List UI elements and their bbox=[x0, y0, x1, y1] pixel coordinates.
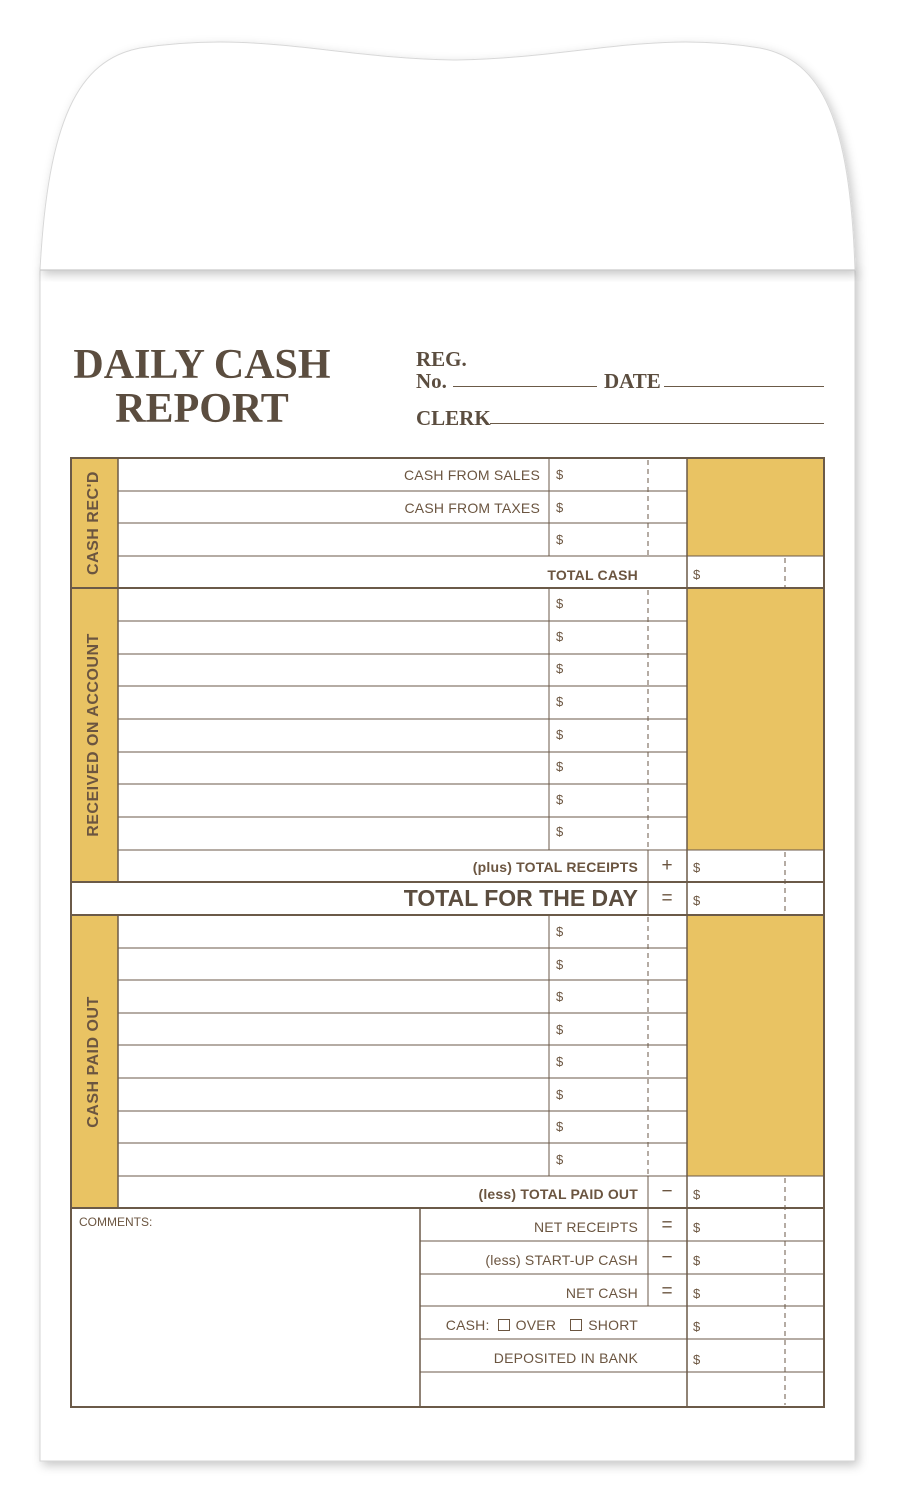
startup-cash-label: (less) START-UP CASH bbox=[485, 1252, 638, 1268]
entry-dollar-sign: $ bbox=[556, 1087, 564, 1102]
entry-dollar-sign: $ bbox=[556, 924, 564, 939]
over-short-dollar: $ bbox=[693, 1319, 701, 1334]
paid-out-gold bbox=[687, 915, 824, 1176]
net-cash-op: = bbox=[661, 1281, 673, 1302]
entry-dollar-sign: $ bbox=[556, 792, 564, 807]
cash-label: CASH: bbox=[445, 1317, 490, 1333]
entry-dollar-sign: $ bbox=[556, 759, 564, 774]
entry-dollar-sign: $ bbox=[556, 1119, 564, 1134]
entry-dollar-sign: $ bbox=[556, 727, 564, 742]
entry-dollar-sign: $ bbox=[556, 694, 564, 709]
comments-field[interactable] bbox=[73, 1230, 418, 1405]
entry-dollar-sign: $ bbox=[556, 532, 564, 547]
total-paid-out-op: − bbox=[661, 1181, 673, 1202]
entry-dollar-sign: $ bbox=[556, 661, 564, 676]
total-receipts-dollar: $ bbox=[693, 860, 701, 875]
report-title-line2: REPORT bbox=[115, 386, 289, 432]
entry-dollar-sign: $ bbox=[556, 1022, 564, 1037]
cash-paid-out-label: CASH PAID OUT bbox=[85, 996, 102, 1128]
received-gold bbox=[687, 588, 824, 850]
cash-recd-gold bbox=[687, 458, 824, 556]
entry-dollar-sign: $ bbox=[556, 957, 564, 972]
net-receipts-dollar: $ bbox=[693, 1220, 701, 1235]
total-for-day-dollar: $ bbox=[693, 893, 701, 908]
reg-label: REG. bbox=[416, 347, 467, 371]
net-receipts-op: = bbox=[661, 1215, 673, 1236]
received-on-account-label: RECEIVED ON ACCOUNT bbox=[85, 633, 102, 837]
cash-from-taxes-label: CASH FROM TAXES bbox=[404, 500, 540, 516]
net-cash-label: NET CASH bbox=[565, 1285, 638, 1301]
total-receipts-label: (plus) TOTAL RECEIPTS bbox=[472, 859, 638, 875]
cash-over-short-row bbox=[446, 1317, 638, 1333]
total-cash-label: TOTAL CASH bbox=[547, 567, 638, 583]
total-paid-out-label: (less) TOTAL PAID OUT bbox=[478, 1186, 638, 1202]
entry-dollar-sign: $ bbox=[556, 989, 564, 1004]
entry-dollar-sign: $ bbox=[556, 467, 564, 482]
entry-dollar-sign: $ bbox=[556, 824, 564, 839]
deposited-dollar: $ bbox=[693, 1352, 701, 1367]
short-label: SHORT bbox=[588, 1317, 638, 1333]
net-receipts-label: NET RECEIPTS bbox=[533, 1219, 638, 1235]
entry-dollar-sign: $ bbox=[556, 1152, 564, 1167]
total-paid-out-dollar: $ bbox=[693, 1187, 701, 1202]
cash-from-sales-label: CASH FROM SALES bbox=[403, 467, 540, 483]
entry-dollar-sign: $ bbox=[556, 629, 564, 644]
entry-dollar-sign: $ bbox=[556, 1054, 564, 1069]
deposited-label: DEPOSITED IN BANK bbox=[493, 1350, 638, 1366]
net-cash-dollar: $ bbox=[693, 1286, 701, 1301]
short-checkbox[interactable] bbox=[570, 1319, 582, 1331]
entry-dollar-sign: $ bbox=[556, 500, 564, 515]
total-receipts-op: + bbox=[661, 855, 673, 876]
comments-label: COMMENTS: bbox=[79, 1215, 153, 1229]
report-title-line1: DAILY CASH bbox=[73, 342, 331, 388]
total-for-day-label: TOTAL FOR THE DAY bbox=[403, 885, 638, 911]
over-checkbox[interactable] bbox=[498, 1319, 510, 1331]
date-label: DATE bbox=[604, 369, 661, 393]
over-label: OVER bbox=[515, 1317, 557, 1333]
clerk-label: CLERK bbox=[416, 406, 491, 430]
entry-dollar-sign: $ bbox=[556, 596, 564, 611]
startup-cash-dollar: $ bbox=[693, 1253, 701, 1268]
total-cash-dollar: $ bbox=[693, 567, 701, 582]
cash-recd-label: CASH REC'D bbox=[85, 471, 102, 575]
no-label: No. bbox=[416, 369, 447, 393]
total-for-day-op: = bbox=[661, 888, 673, 909]
startup-cash-op: − bbox=[661, 1247, 673, 1268]
